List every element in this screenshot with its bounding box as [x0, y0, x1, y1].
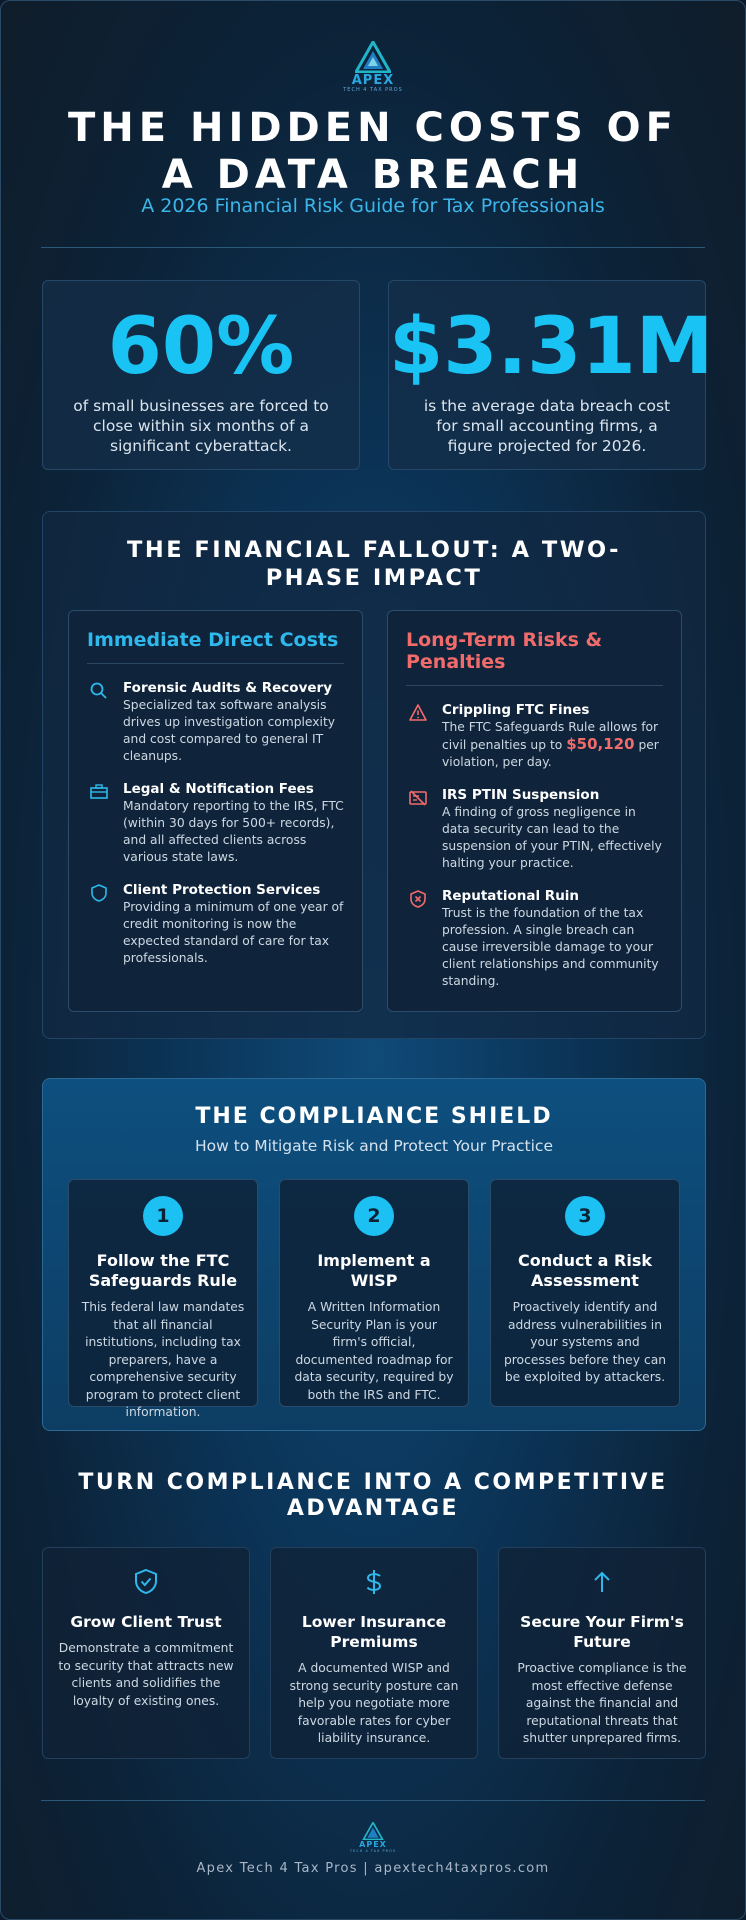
footer-logo	[1, 1822, 745, 1853]
direct-costs-column	[68, 610, 363, 1012]
long-term-item	[406, 702, 663, 771]
long-term-item	[406, 888, 663, 990]
search-icon	[89, 681, 109, 701]
card-text: Proactive compliance is the most effective defense against the financial and reputational threats that shutter unprepared firms.	[517, 1661, 687, 1745]
item-title: IRS PTIN Suspension	[442, 787, 600, 803]
step-number: 1	[143, 1196, 183, 1236]
dollar-icon	[360, 1568, 388, 1596]
step-title: Implement a WISP	[317, 1251, 431, 1290]
card-text: A documented WISP and strong security posture can help you negotiate more favorable rates for cyber liability insurance.	[289, 1661, 459, 1745]
step-text: This federal law mandates that all financial institutions, including tax preparers, have a comprehensive security program to protect client information.	[81, 1300, 245, 1419]
shield-icon	[89, 883, 109, 903]
fine-text-before: The FTC Safeguards Rule allows for civil penalties up to	[442, 720, 659, 752]
apex-logo-icon	[362, 1822, 384, 1840]
step-title: Follow the FTC Safeguards Rule	[88, 1251, 238, 1290]
shield-title: THE COMPLIANCE SHIELD	[195, 1104, 553, 1129]
long-term-risks-column	[387, 610, 682, 1012]
item-title: Forensic Audits & Recovery	[123, 680, 332, 696]
card-title: Grow Client Trust	[70, 1613, 222, 1631]
page-subtitle: A 2026 Financial Risk Guide for Tax Professionals	[141, 195, 605, 217]
footer-text: Apex Tech 4 Tax Pros | apextech4taxpros.com	[196, 1861, 550, 1876]
step-card	[279, 1179, 469, 1407]
apex-logo-icon	[355, 41, 391, 73]
inbox-icon	[89, 782, 109, 802]
item-title: Crippling FTC Fines	[442, 702, 590, 718]
step-title: Conduct a Risk Assessment	[517, 1251, 652, 1290]
long-term-item	[406, 787, 663, 872]
stat-card-closure	[42, 280, 360, 470]
shield-check-icon	[132, 1568, 160, 1596]
card-text: Demonstrate a commitment to security that attracts new clients and solidifies the loyalty of existing ones.	[58, 1641, 234, 1708]
step-card	[68, 1179, 258, 1419]
stat-description: of small businesses are forced to close within six months of a significant cyberattack.	[73, 397, 329, 455]
fallout-title: THE FINANCIAL FALLOUT: A TWO-PHASE IMPACT	[127, 537, 621, 591]
item-text: Specialized tax software analysis drives up investigation complexity and cost compared to general IT cleanups.	[123, 698, 336, 763]
step-card	[490, 1179, 680, 1407]
divider	[41, 247, 705, 248]
logo-text: APEX	[351, 73, 395, 88]
page-title: THE HIDDEN COSTS OF A DATA BREACH	[67, 105, 679, 198]
long-term-heading: Long-Term Risks & Penalties	[406, 629, 663, 686]
id-card-off-icon	[408, 788, 428, 808]
step-text: Proactively identify and address vulnerabilities in your systems and processes before they can be exploited by attackers.	[503, 1300, 667, 1384]
shield-x-icon	[408, 889, 428, 909]
item-text: Trust is the foundation of the tax profession. A single breach can cause irreversible damage to your client relationships and community standing.	[442, 906, 659, 988]
footer-divider	[41, 1800, 705, 1801]
item-title: Reputational Ruin	[442, 888, 580, 904]
logo-tagline: TECH 4 TAX PROS	[349, 1849, 397, 1853]
logo-text: APEX	[359, 1840, 387, 1849]
fine-text-after: per violation, per day.	[442, 738, 659, 769]
step-number: 3	[565, 1196, 605, 1236]
card-title: Secure Your Firm's Future	[520, 1613, 684, 1651]
logo-tagline: TECH 4 TAX PROS	[343, 87, 403, 93]
top-logo	[1, 41, 745, 93]
advantage-card	[42, 1547, 250, 1759]
arrow-up-icon	[588, 1568, 616, 1596]
fine-amount-highlight: $50,120	[566, 735, 635, 753]
direct-cost-item	[87, 882, 344, 967]
card-title: Lower Insurance Premiums	[301, 1613, 447, 1651]
stat-card-cost	[388, 280, 714, 470]
compliance-shield-panel	[42, 1078, 706, 1431]
advantage-card	[270, 1547, 478, 1759]
shield-subtitle: How to Mitigate Risk and Protect Your Practice	[195, 1137, 553, 1155]
step-number: 2	[354, 1196, 394, 1236]
item-text: Mandatory reporting to the IRS, FTC (within 30 days for 500+ records), and all affected clients across various state laws.	[123, 799, 344, 864]
advantage-card	[498, 1547, 706, 1759]
item-text	[442, 719, 663, 771]
financial-fallout-panel	[42, 511, 706, 1039]
stat-value: 60%	[107, 302, 295, 392]
direct-cost-item	[87, 680, 344, 765]
step-text: A Written Information Security Plan is your firm's official, documented roadmap for data security, required by both the IRS and FTC.	[294, 1300, 454, 1402]
stat-description: is the average data breach cost for small accounting firms, a figure projected for 2026.	[423, 397, 671, 455]
item-text: Providing a minimum of one year of credit monitoring is now the expected standard of care for tax professionals.	[123, 900, 344, 965]
warning-icon	[408, 703, 428, 723]
item-title: Legal & Notification Fees	[123, 781, 314, 797]
direct-costs-heading: Immediate Direct Costs	[87, 629, 344, 664]
stat-value: $3.31M	[389, 302, 714, 392]
item-text: A finding of gross negligence in data security can lead to the suspension of your PTIN, effectively halting your practice.	[442, 805, 662, 870]
direct-cost-item	[87, 781, 344, 866]
item-title: Client Protection Services	[123, 882, 321, 898]
advantage-title: TURN COMPLIANCE INTO A COMPETITIVE ADVANTAGE	[78, 1470, 668, 1521]
